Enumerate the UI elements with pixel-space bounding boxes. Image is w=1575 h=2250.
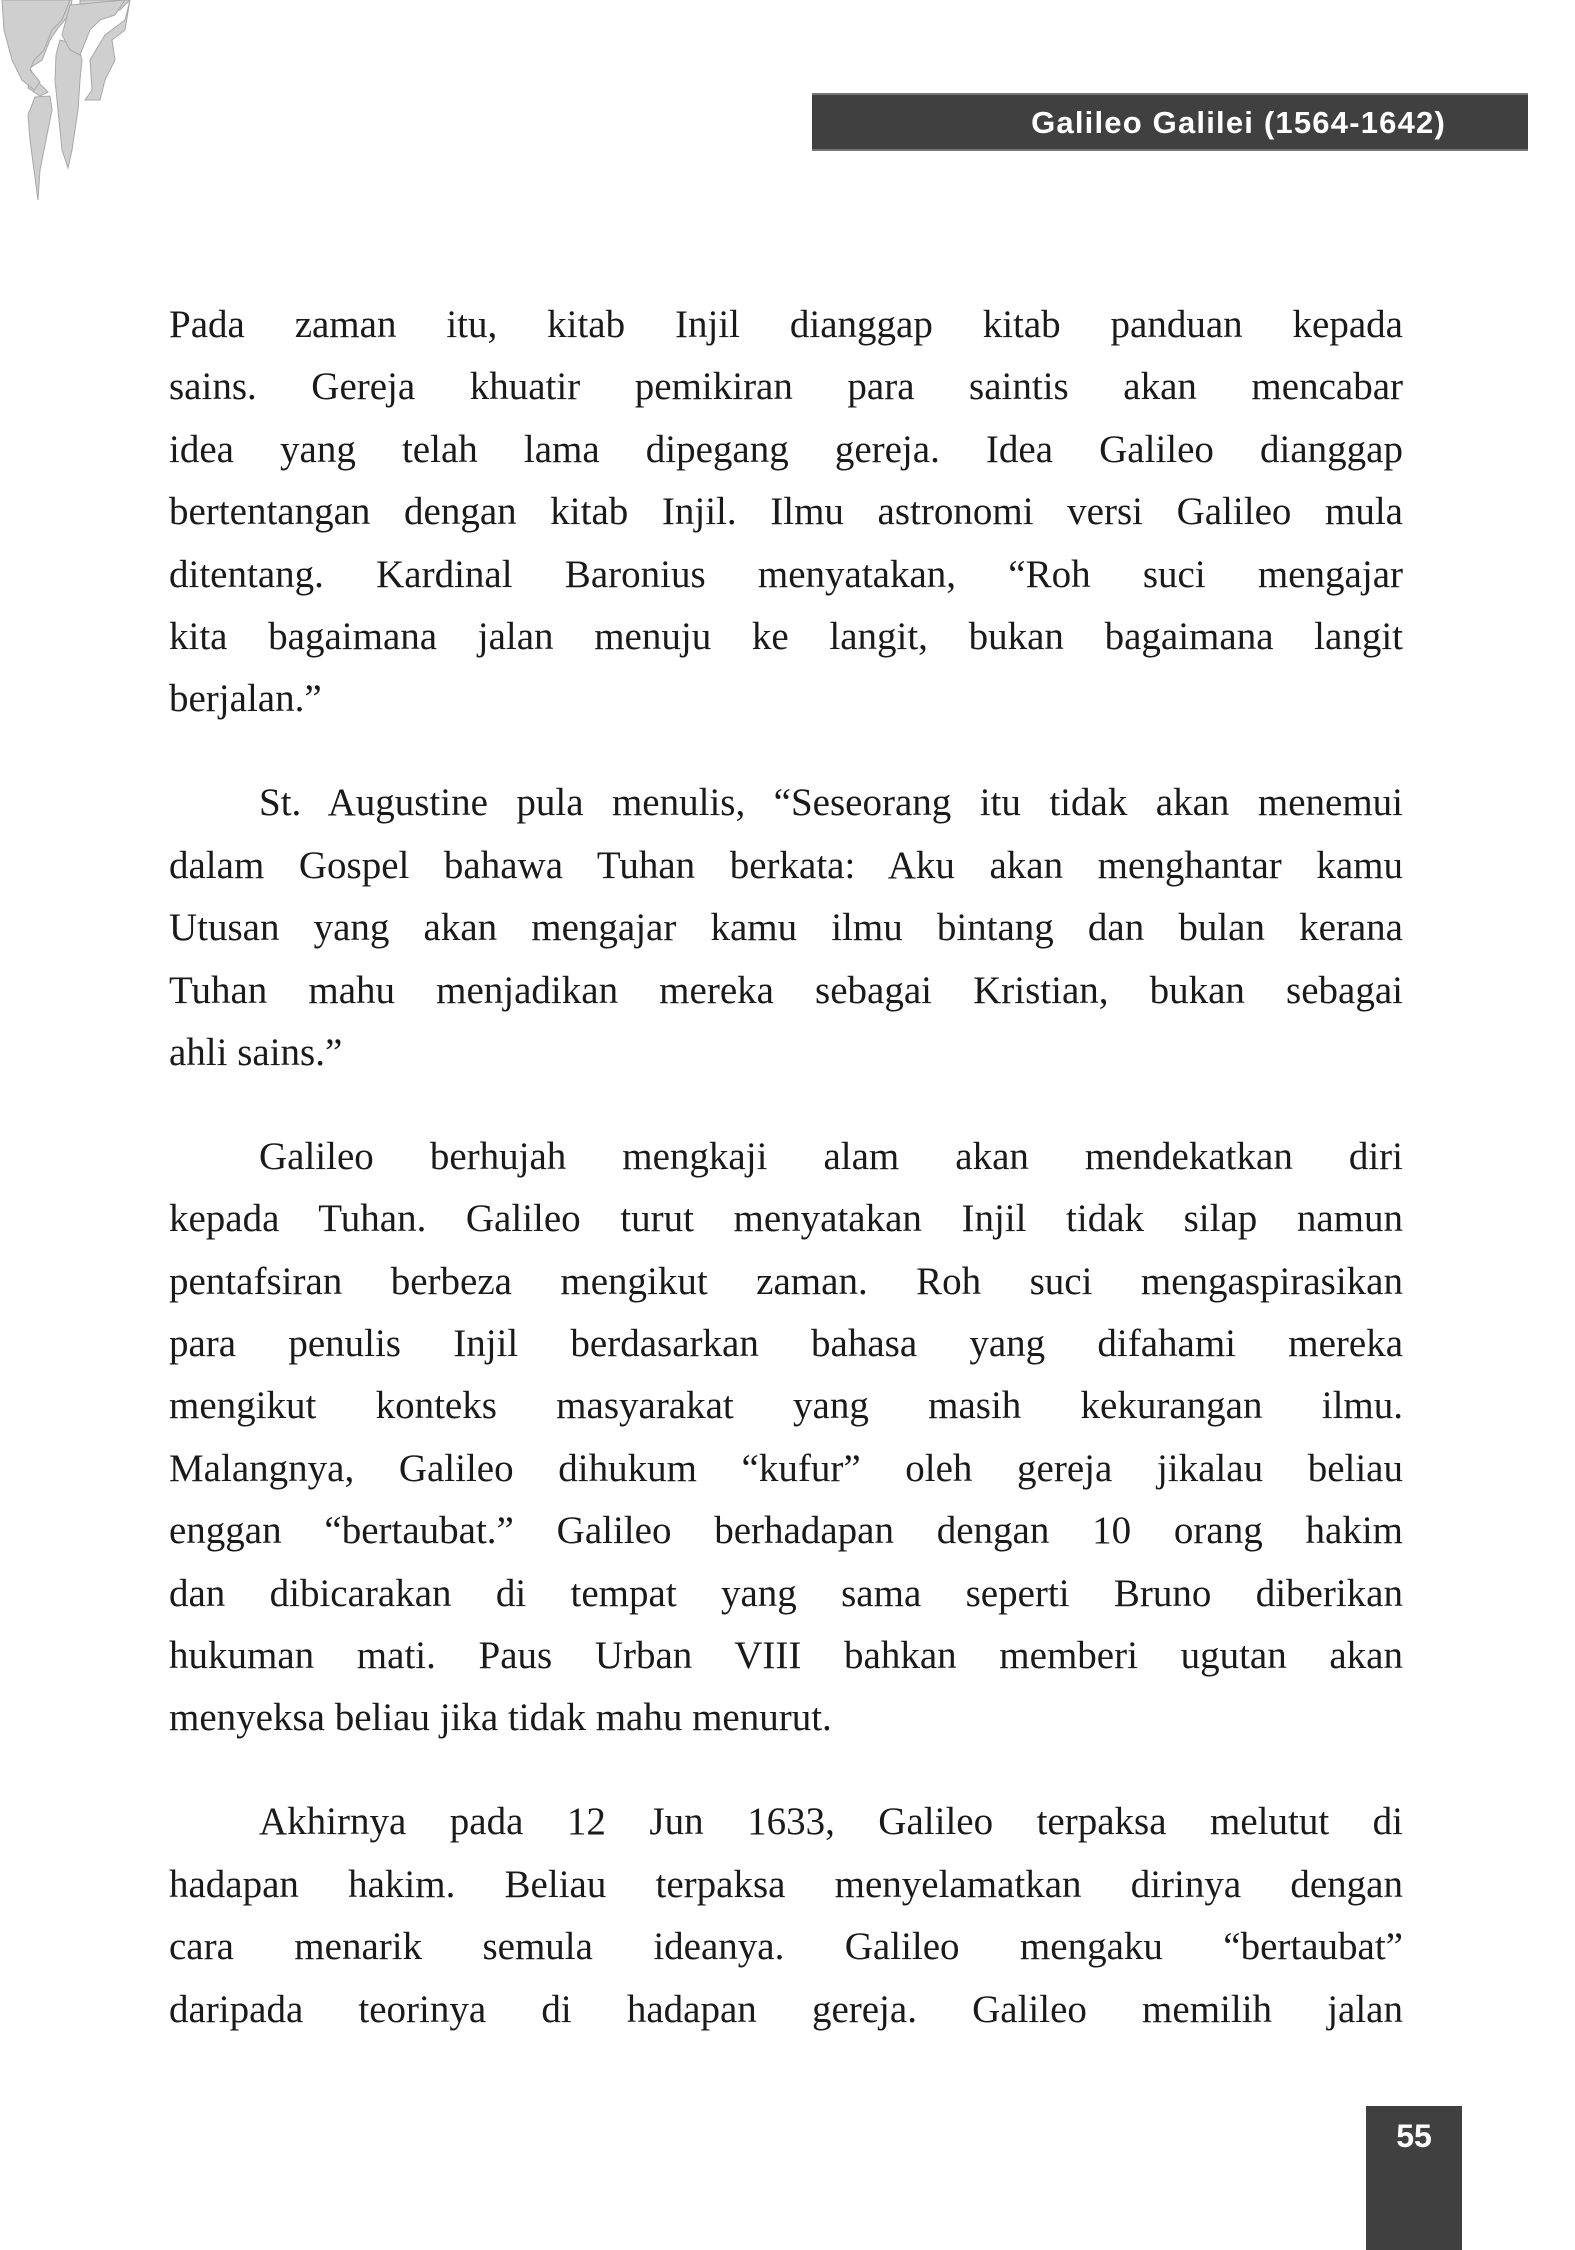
- text-line: St. Augustine pula menulis, “Seseorang itu tidak akan menemui: [259, 781, 1403, 825]
- text-line: enggan “bertaubat.” Galileo berhadapan dengan 10 orang hakim: [169, 1509, 1403, 1553]
- text-line: idea yang telah lama dipegang gereja. Idea Galileo dianggap: [169, 427, 1403, 471]
- text-line: Galileo berhujah mengkaji alam akan mendekatkan diri: [259, 1134, 1403, 1178]
- page-number-tab: [1366, 2106, 1462, 2250]
- text-line: Akhirnya pada 12 Jun 1633, Galileo terpaksa melutut di: [259, 1800, 1403, 1844]
- text-line: hadapan hakim. Beliau terpaksa menyelamatkan dirinya dengan: [169, 1862, 1403, 1906]
- body-text: [169, 294, 1403, 2083]
- running-header-bar: [812, 93, 1528, 151]
- text-line: Utusan yang akan mengajar kamu ilmu bintang dan bulan kerana: [169, 906, 1403, 950]
- paragraph: [169, 772, 1403, 1084]
- text-line: ditentang. Kardinal Baronius menyatakan, “Roh suci mengajar: [169, 552, 1403, 596]
- paragraph: [169, 294, 1403, 731]
- text-line: menyeksa beliau jika tidak mahu menurut.: [169, 1696, 832, 1740]
- world-map-decoration: [0, 0, 400, 205]
- text-line: hukuman mati. Paus Urban VIII bahkan memberi ugutan akan: [169, 1634, 1403, 1677]
- text-line: Pada zaman itu, kitab Injil dianggap kitab panduan kepada: [169, 303, 1403, 346]
- text-line: Tuhan mahu menjadikan mereka sebagai Kristian, bukan sebagai: [169, 968, 1403, 1012]
- text-line: para penulis Injil berdasarkan bahasa yang difahami mereka: [169, 1322, 1403, 1366]
- text-line: kepada Tuhan. Galileo turut menyatakan Injil tidak silap namun: [169, 1197, 1403, 1241]
- text-line: Malangnya, Galileo dihukum “kufur” oleh gereja jikalau beliau: [169, 1446, 1403, 1490]
- paragraph: [169, 1791, 1403, 2041]
- text-line: cara menarik semula ideanya. Galileo mengaku “bertaubat”: [169, 1925, 1403, 1969]
- text-line: dalam Gospel bahawa Tuhan berkata: Aku akan menghantar kamu: [169, 843, 1403, 887]
- text-line: kita bagaimana jalan menuju ke langit, bukan bagaimana langit: [169, 614, 1403, 658]
- text-line: sains. Gereja khuatir pemikiran para saintis akan mencabar: [169, 365, 1403, 409]
- text-line: daripada teorinya di hadapan gereja. Galileo memilih jalan: [169, 1987, 1403, 2031]
- text-line: bertentangan dengan kitab Injil. Ilmu astronomi versi Galileo mula: [169, 490, 1403, 534]
- text-line: pentafsiran berbeza mengikut zaman. Roh suci mengaspirasikan: [169, 1259, 1403, 1303]
- page-number: 55: [1396, 2118, 1432, 2154]
- paragraph: [169, 1126, 1403, 1750]
- running-header-title: Galileo Galilei (1564-1642): [1031, 105, 1446, 140]
- text-line: dan dibicarakan di tempat yang sama seperti Bruno diberikan: [169, 1571, 1403, 1615]
- text-line: berjalan.”: [169, 677, 322, 721]
- text-line: mengikut konteks masyarakat yang masih kekurangan ilmu.: [169, 1384, 1403, 1428]
- text-line: ahli sains.”: [169, 1030, 343, 1074]
